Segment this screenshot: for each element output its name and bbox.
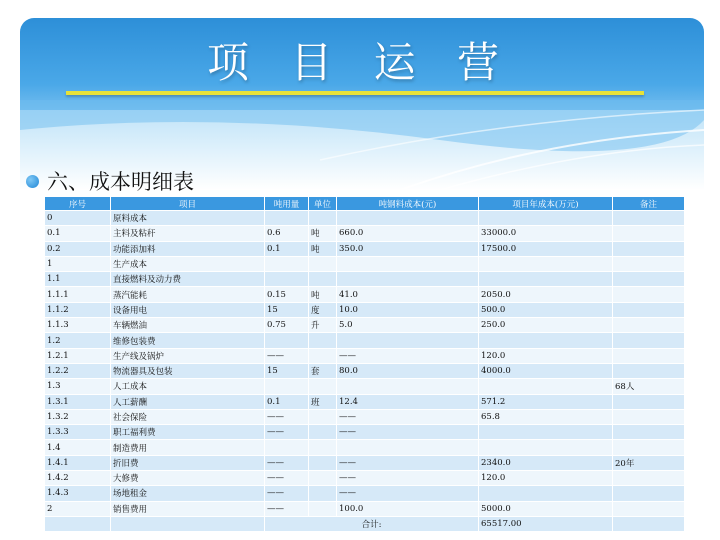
- table-cell: 1.2.1: [45, 348, 111, 363]
- column-header: 吨用量: [265, 197, 309, 211]
- table-cell: 100.0: [337, 501, 479, 516]
- table-row: [45, 379, 685, 394]
- table-cell: [309, 333, 337, 348]
- table-cell: [265, 379, 309, 394]
- column-header: 单位: [309, 197, 337, 211]
- table-cell: 生产成本: [111, 256, 265, 271]
- table-cell: 1.1: [45, 272, 111, 287]
- table-cell: ——: [265, 501, 309, 516]
- table-cell: 升: [309, 318, 337, 333]
- table-cell: ——: [337, 455, 479, 470]
- table-cell: [337, 379, 479, 394]
- column-header: 项目: [111, 197, 265, 211]
- table-cell: 主料及粘秆: [111, 226, 265, 241]
- table-cell: 0.1: [265, 241, 309, 256]
- table-cell: 0.15: [265, 287, 309, 302]
- section-heading: [26, 166, 194, 196]
- table-cell: [265, 440, 309, 455]
- table-cell: [309, 455, 337, 470]
- table-cell: [613, 409, 685, 424]
- table-cell: 1: [45, 256, 111, 271]
- table-row: [45, 211, 685, 226]
- table-cell: [45, 516, 111, 531]
- table-row: [45, 425, 685, 440]
- table-row: [45, 455, 685, 470]
- table-cell: 571.2: [479, 394, 613, 409]
- table-body: [45, 211, 685, 532]
- table-row: [45, 440, 685, 455]
- table-cell: [309, 211, 337, 226]
- table-cell: [613, 287, 685, 302]
- table-cell: [479, 486, 613, 501]
- table-cell: 直接燃料及动力费: [111, 272, 265, 287]
- table-cell: ——: [337, 348, 479, 363]
- table-cell: [613, 348, 685, 363]
- table-cell: 33000.0: [479, 226, 613, 241]
- table-cell: [309, 501, 337, 516]
- table-cell: 1.3: [45, 379, 111, 394]
- table-row: [45, 333, 685, 348]
- table-cell: ——: [337, 486, 479, 501]
- table-cell: [613, 425, 685, 440]
- table-cell: [309, 471, 337, 486]
- table-cell: 41.0: [337, 287, 479, 302]
- table-cell: 65.8: [479, 409, 613, 424]
- table-cell: [309, 440, 337, 455]
- table-cell: 350.0: [337, 241, 479, 256]
- table-cell: [613, 318, 685, 333]
- table-cell: 1.1.2: [45, 302, 111, 317]
- table-cell: [111, 516, 265, 531]
- table-cell: 吨: [309, 226, 337, 241]
- table-cell: ——: [265, 471, 309, 486]
- table-cell: 制造费用: [111, 440, 265, 455]
- table-cell: 1.3.1: [45, 394, 111, 409]
- table-cell: [265, 256, 309, 271]
- table-row: [45, 256, 685, 271]
- table-cell: ——: [265, 348, 309, 363]
- table-cell: 场地租金: [111, 486, 265, 501]
- table-cell: [613, 211, 685, 226]
- table-cell: 设备用电: [111, 302, 265, 317]
- table-cell: 1.1.1: [45, 287, 111, 302]
- table-cell: ——: [265, 486, 309, 501]
- table-cell: [337, 272, 479, 287]
- table-cell: [613, 394, 685, 409]
- table-cell: 12.4: [337, 394, 479, 409]
- table-cell: ——: [265, 425, 309, 440]
- table-cell: [337, 256, 479, 271]
- table-cell: 2: [45, 501, 111, 516]
- table-cell: 1.3.2: [45, 409, 111, 424]
- table-cell: 500.0: [479, 302, 613, 317]
- table-row: [45, 226, 685, 241]
- table-cell: 1.4: [45, 440, 111, 455]
- table-row: [45, 241, 685, 256]
- table-cell: 2050.0: [479, 287, 613, 302]
- table-cell: [479, 256, 613, 271]
- table-cell: [265, 211, 309, 226]
- table-cell: 10.0: [337, 302, 479, 317]
- table-cell: [309, 379, 337, 394]
- table-cell: 17500.0: [479, 241, 613, 256]
- table-cell: 1.4.1: [45, 455, 111, 470]
- table-cell: 120.0: [479, 471, 613, 486]
- table-row: [45, 302, 685, 317]
- table-cell: 物流器具及包装: [111, 363, 265, 378]
- table-cell: [479, 211, 613, 226]
- table-cell: [479, 333, 613, 348]
- table-cell: 20年: [613, 455, 685, 470]
- table-cell: 生产线及锅炉: [111, 348, 265, 363]
- table-cell: 0: [45, 211, 111, 226]
- table-cell: 15: [265, 363, 309, 378]
- table-cell: 1.4.2: [45, 471, 111, 486]
- total-value: 65517.00: [479, 516, 613, 531]
- table-cell: 蒸汽能耗: [111, 287, 265, 302]
- table-cell: [613, 333, 685, 348]
- table-cell: [265, 272, 309, 287]
- table-cell: [613, 501, 685, 516]
- table-cell: ——: [337, 409, 479, 424]
- table-cell: [613, 226, 685, 241]
- table-cell: 0.1: [265, 394, 309, 409]
- table-row: [45, 348, 685, 363]
- column-header: 吨钢料成本(元): [337, 197, 479, 211]
- table-cell: 5000.0: [479, 501, 613, 516]
- table-row: [45, 409, 685, 424]
- table-cell: [265, 333, 309, 348]
- table-cell: 车辆燃油: [111, 318, 265, 333]
- table-cell: 折旧费: [111, 455, 265, 470]
- table-cell: [613, 272, 685, 287]
- table-cell: [337, 333, 479, 348]
- table-cell: 0.1: [45, 226, 111, 241]
- bullet-icon: [26, 175, 39, 188]
- table-cell: 1.2.2: [45, 363, 111, 378]
- table-cell: [613, 241, 685, 256]
- table-cell: 0.2: [45, 241, 111, 256]
- title-underline: [66, 91, 644, 95]
- table-cell: [309, 272, 337, 287]
- table-cell: 人工薪酬: [111, 394, 265, 409]
- column-header: 项目年成本(万元): [479, 197, 613, 211]
- table-cell: [613, 486, 685, 501]
- table-cell: 120.0: [479, 348, 613, 363]
- table-cell: [479, 379, 613, 394]
- table-cell: [309, 348, 337, 363]
- table-cell: 250.0: [479, 318, 613, 333]
- table-cell: ——: [265, 455, 309, 470]
- table-header-row: [45, 197, 685, 211]
- table-cell: 4000.0: [479, 363, 613, 378]
- table-cell: 5.0: [337, 318, 479, 333]
- table-cell: [309, 425, 337, 440]
- table-cell: 大修费: [111, 471, 265, 486]
- column-header: 序号: [45, 197, 111, 211]
- table-cell: ——: [337, 425, 479, 440]
- table-cell: [337, 440, 479, 455]
- table-cell: 功能添加料: [111, 241, 265, 256]
- table-cell: 15: [265, 302, 309, 317]
- table-cell: 0.6: [265, 226, 309, 241]
- table-row: [45, 287, 685, 302]
- table-cell: 0.75: [265, 318, 309, 333]
- table-total-row: [45, 516, 685, 531]
- table-cell: 班: [309, 394, 337, 409]
- table-cell: 1.2: [45, 333, 111, 348]
- column-header: 备注: [613, 197, 685, 211]
- table-cell: 职工福利费: [111, 425, 265, 440]
- table-row: [45, 272, 685, 287]
- table-cell: 1.4.3: [45, 486, 111, 501]
- table-cell: [479, 440, 613, 455]
- table-cell: [309, 256, 337, 271]
- table-cell: ——: [265, 409, 309, 424]
- total-label: 合计:: [265, 516, 479, 531]
- table-cell: 68人: [613, 379, 685, 394]
- table-cell: [613, 256, 685, 271]
- table-row: [45, 471, 685, 486]
- table-cell: ——: [337, 471, 479, 486]
- table-row: [45, 394, 685, 409]
- table-cell: 销售费用: [111, 501, 265, 516]
- table-cell: [309, 409, 337, 424]
- table-cell: [613, 363, 685, 378]
- table-cell: 吨: [309, 287, 337, 302]
- table-cell: [613, 440, 685, 455]
- table-cell: 1.1.3: [45, 318, 111, 333]
- table-cell: 原料成本: [111, 211, 265, 226]
- cost-table: [44, 196, 685, 532]
- page-title: 项 目 运 营: [206, 38, 514, 87]
- section-heading-text: 六、成本明细表: [47, 170, 194, 194]
- table-row: [45, 363, 685, 378]
- table-cell: 度: [309, 302, 337, 317]
- table-cell: 套: [309, 363, 337, 378]
- table-cell: [613, 302, 685, 317]
- table-cell: [479, 272, 613, 287]
- table-cell: 2340.0: [479, 455, 613, 470]
- table-cell: [613, 471, 685, 486]
- table-cell: [613, 516, 685, 531]
- table-cell: 社会保险: [111, 409, 265, 424]
- table-cell: [309, 486, 337, 501]
- table-cell: 660.0: [337, 226, 479, 241]
- table-row: [45, 486, 685, 501]
- table-cell: 人工成本: [111, 379, 265, 394]
- table-cell: 吨: [309, 241, 337, 256]
- table-cell: [337, 211, 479, 226]
- table-row: [45, 501, 685, 516]
- table-row: [45, 318, 685, 333]
- table-cell: 维修包装费: [111, 333, 265, 348]
- table-cell: 80.0: [337, 363, 479, 378]
- table-cell: [479, 425, 613, 440]
- table-cell: 1.3.3: [45, 425, 111, 440]
